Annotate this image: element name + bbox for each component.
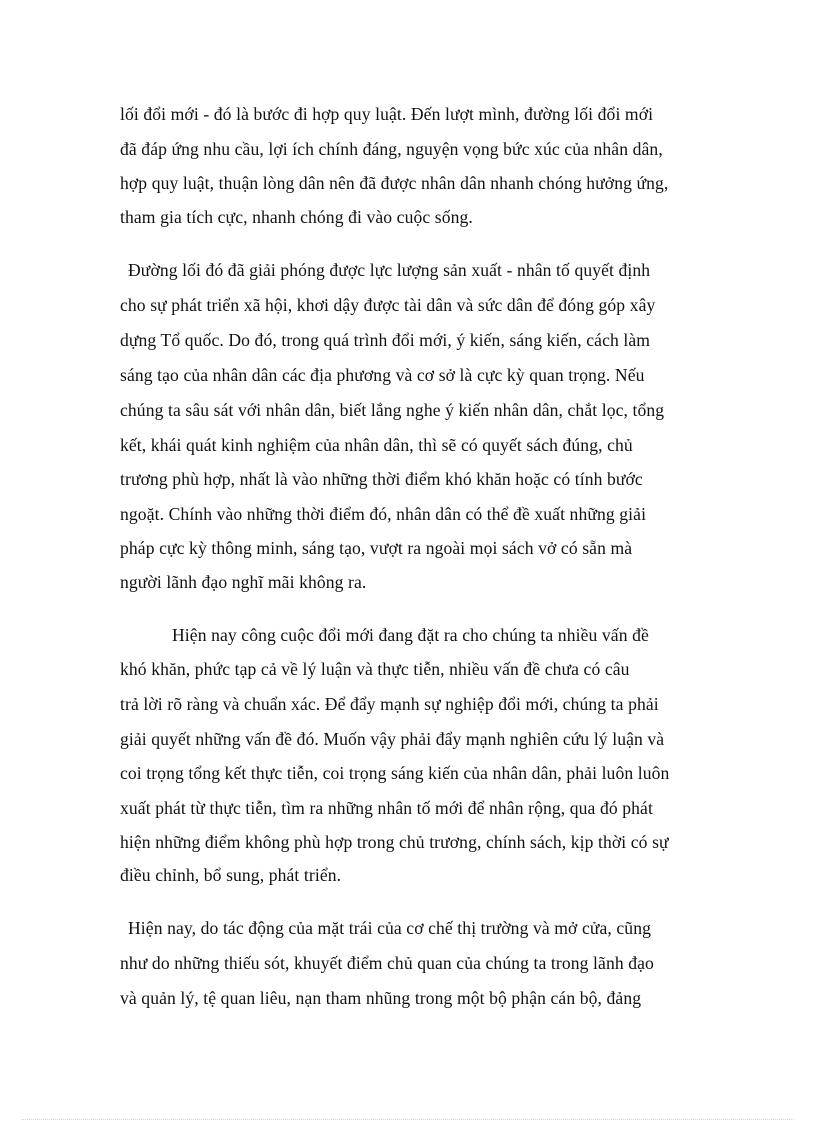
text-line: ngoặt. Chính vào những thời điểm đó, nhân dân có thể đề xuất những giải bbox=[120, 504, 647, 524]
text-line: và quản lý, tệ quan liêu, nạn tham nhũng trong một bộ phận cán bộ, đảng bbox=[120, 988, 642, 1008]
text-line: hiện những điểm không phù hợp trong chủ trương, chính sách, kịp thời có sự bbox=[120, 832, 669, 852]
text-line: trả lời rõ ràng và chuẩn xác. Để đẩy mạnh sự nghiệp đổi mới, chúng ta phải bbox=[120, 694, 659, 714]
text-line: pháp cực kỳ thông minh, sáng tạo, vượt ra ngoài mọi sách vở có sẵn mà bbox=[120, 538, 633, 558]
text-line: sáng tạo của nhân dân các địa phương và cơ sở là cực kỳ quan trọng. Nếu bbox=[120, 365, 645, 385]
text-line: kết, khái quát kinh nghiệm của nhân dân, thì sẽ có quyết sách đúng, chủ bbox=[120, 435, 633, 455]
text-line: xuất phát từ thực tiễn, tìm ra những nhân tố mới để nhân rộng, qua đó phát bbox=[120, 798, 653, 818]
text-line: Hiện nay, do tác động của mặt trái của cơ chế thị trường và mở cửa, cũng bbox=[128, 918, 652, 938]
text-line: hợp quy luật, thuận lòng dân nên đã được nhân dân nhanh chóng hưởng ứng, bbox=[120, 173, 669, 193]
text-line: khó khăn, phức tạp cả về lý luận và thực tiễn, nhiều vấn đề chưa có câu bbox=[120, 659, 630, 679]
text-line: người lãnh đạo nghĩ mãi không ra. bbox=[120, 572, 367, 592]
text-line: Hiện nay công cuộc đổi mới đang đặt ra cho chúng ta nhiều vấn đề bbox=[172, 625, 649, 645]
text-line: chúng ta sâu sát với nhân dân, biết lắng nghe ý kiến nhân dân, chắt lọc, tổng bbox=[120, 400, 665, 420]
text-line: như do những thiếu sót, khuyết điểm chủ quan của chúng ta trong lãnh đạo bbox=[120, 953, 654, 973]
text-line: dựng Tổ quốc. Do đó, trong quá trình đổi mới, ý kiến, sáng kiến, cách làm bbox=[120, 330, 651, 350]
page-bottom-rule bbox=[22, 1119, 794, 1120]
text-line: Đường lối đó đã giải phóng được lực lượng sản xuất - nhân tố quyết định bbox=[128, 260, 651, 280]
text-line: cho sự phát triển xã hội, khơi dậy được tài dân và sức dân để đóng góp xây bbox=[120, 295, 656, 315]
text-line: coi trọng tổng kết thực tiễn, coi trọng sáng kiến của nhân dân, phải luôn luôn bbox=[120, 763, 670, 783]
text-line: điều chỉnh, bổ sung, phát triển. bbox=[120, 865, 342, 885]
text-line: lối đổi mới - đó là bước đi hợp quy luật. Đến lượt mình, đường lối đổi mới bbox=[120, 104, 654, 124]
text-line: trương phù hợp, nhất là vào những thời điểm khó khăn hoặc có tính bước bbox=[120, 469, 643, 489]
text-line: đã đáp ứng nhu cầu, lợi ích chính đáng, nguyện vọng bức xúc của nhân dân, bbox=[120, 139, 663, 159]
text-line: tham gia tích cực, nhanh chóng đi vào cuộc sống. bbox=[120, 207, 473, 227]
text-line: giải quyết những vấn đề đó. Muốn vậy phải đẩy mạnh nghiên cứu lý luận và bbox=[120, 729, 665, 749]
